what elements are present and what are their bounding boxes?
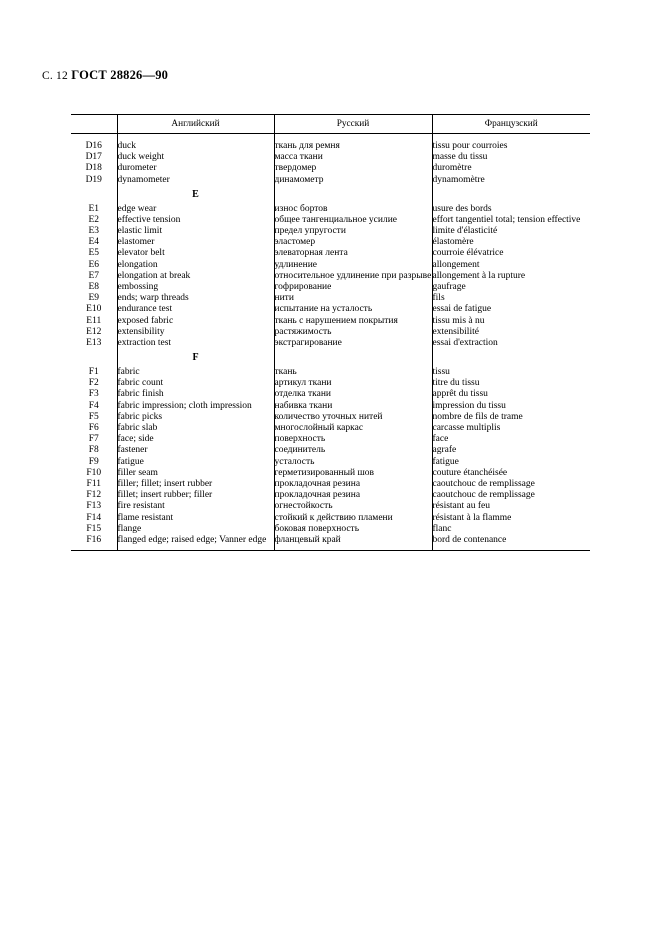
term-code: E6: [88, 259, 100, 270]
table-row: [71, 401, 590, 412]
term-english: flame resistant: [117, 513, 274, 524]
term-english: fabric picks: [117, 412, 274, 423]
term-code: F6: [88, 423, 99, 434]
term-code: F7: [88, 434, 99, 445]
table-row: [71, 412, 590, 423]
term-russian: гофрирование: [274, 282, 432, 293]
term-english: filler seam: [117, 468, 274, 479]
table-row: [71, 163, 590, 174]
column-header-english: Английский: [117, 115, 274, 134]
term-english: exposed fabric: [117, 316, 274, 327]
term-french: allongement: [432, 260, 590, 271]
page-number: С. 12: [42, 70, 68, 82]
term-russian: ткань для ремня: [274, 134, 432, 153]
term-english: face; side: [117, 434, 274, 445]
term-code: F10: [86, 467, 102, 478]
term-code: E4: [88, 237, 100, 248]
letter-spacer-ru: [274, 186, 432, 204]
term-english: ends; warp threads: [117, 293, 274, 304]
table-row: [71, 175, 590, 186]
term-french: fatigue: [432, 457, 590, 468]
term-french: tissu mis à nu: [432, 316, 590, 327]
term-french: limite d'élasticité: [432, 226, 590, 237]
term-french: tissu pour courroies: [432, 134, 590, 153]
letter-heading: F: [117, 349, 274, 367]
term-french: face: [432, 434, 590, 445]
term-code: E8: [88, 282, 100, 293]
table-row: [71, 152, 590, 163]
term-russian: усталость: [274, 457, 432, 468]
term-russian: количество уточных нитей: [274, 412, 432, 423]
letter-heading: E: [117, 186, 274, 204]
term-french: élastomère: [432, 237, 590, 248]
term-english: elastic limit: [117, 226, 274, 237]
table-row: [71, 338, 590, 349]
term-code: E11: [86, 315, 102, 326]
term-russian: поверхность: [274, 434, 432, 445]
term-code: D19: [85, 174, 102, 185]
column-header-russian: Русский: [274, 115, 432, 134]
term-english: fabric: [117, 367, 274, 378]
term-russian: масса ткани: [274, 152, 432, 163]
term-code: E12: [86, 326, 102, 337]
term-english: duck: [117, 134, 274, 153]
term-english: dynamometer: [117, 175, 274, 186]
term-french: caoutchouc de remplissage: [432, 490, 590, 501]
term-code: D17: [85, 152, 102, 163]
page-header: [42, 68, 168, 83]
term-english: extensibility: [117, 327, 274, 338]
column-separator-1: [117, 114, 118, 550]
term-english: elongation at break: [117, 271, 274, 282]
letter-divider-row: [71, 186, 590, 204]
term-russian: элеваторная лента: [274, 248, 432, 259]
term-english: fire resistant: [117, 501, 274, 512]
term-code: F4: [88, 400, 99, 411]
term-russian: многослойный каркас: [274, 423, 432, 434]
term-code: F5: [88, 411, 99, 422]
table-row: [71, 389, 590, 400]
term-russian: герметизированный шов: [274, 468, 432, 479]
term-russian: износ бортов: [274, 204, 432, 215]
term-code: F16: [86, 535, 102, 546]
column-header-french: Французский: [432, 115, 590, 134]
term-russian: нити: [274, 293, 432, 304]
letter-spacer-fr: [432, 349, 590, 367]
term-english: filler; fillet; insert rubber: [117, 479, 274, 490]
term-russian: боковая поверхность: [274, 524, 432, 535]
term-russian: стойкий к действию пламени: [274, 513, 432, 524]
term-code: E5: [88, 248, 100, 259]
table-row: [71, 204, 590, 215]
table-head: [71, 115, 590, 134]
term-russian: отделка ткани: [274, 389, 432, 400]
term-french: essai d'extraction: [432, 338, 590, 349]
term-russian: эластомер: [274, 237, 432, 248]
table-row: [71, 367, 590, 378]
table-row: [71, 260, 590, 271]
term-french: couture étanchéisée: [432, 468, 590, 479]
term-english: fastener: [117, 445, 274, 456]
letter-spacer-fr: [432, 186, 590, 204]
term-french: carcasse multiplis: [432, 423, 590, 434]
term-russian: относительное удлинение при разрыве: [274, 270, 432, 281]
term-russian: удлинение: [274, 260, 432, 271]
term-french: résistant au feu: [432, 501, 590, 512]
table-row: [71, 215, 590, 226]
term-french: flanc: [432, 524, 590, 535]
term-russian: артикул ткани: [274, 378, 432, 389]
table-row: [71, 513, 590, 524]
table-row: [71, 501, 590, 512]
term-english: effective tension: [117, 215, 274, 226]
table-row: [71, 490, 590, 501]
term-russian: набивка ткани: [274, 401, 432, 412]
term-french: caoutchouc de remplissage: [432, 479, 590, 490]
table-row: [71, 293, 590, 304]
term-french: apprêt du tissu: [432, 389, 590, 400]
term-french: allongement à la rupture: [432, 271, 590, 282]
table-row: [71, 468, 590, 479]
table-row: [71, 524, 590, 535]
term-english: elongation: [117, 260, 274, 271]
letter-code-cell: [71, 349, 117, 367]
term-russian: соединитель: [274, 445, 432, 456]
table-row: [71, 237, 590, 248]
terms-table: [71, 114, 590, 546]
table-row: [71, 327, 590, 338]
term-french: extensibilité: [432, 327, 590, 338]
term-russian: предел упругости: [274, 226, 432, 237]
term-code: F11: [86, 479, 101, 490]
column-separator-3: [432, 114, 433, 550]
term-french: résistant à la flamme: [432, 513, 590, 524]
term-english: fabric impression; cloth impression: [117, 401, 274, 412]
term-english: duck weight: [117, 152, 274, 163]
term-russian: прокладочная резина: [274, 479, 432, 490]
term-french: fils: [432, 293, 590, 304]
term-code: D18: [85, 163, 102, 174]
term-english: fatigue: [117, 457, 274, 468]
term-russian: динамометр: [274, 175, 432, 186]
term-code: F13: [86, 501, 102, 512]
term-code: F9: [88, 456, 99, 467]
term-english: fabric count: [117, 378, 274, 389]
table-row: [71, 304, 590, 315]
term-code: E9: [88, 293, 100, 304]
term-code: E3: [88, 226, 100, 237]
letter-code-cell: [71, 186, 117, 204]
term-code: F12: [86, 490, 102, 501]
term-french: dynamomètre: [432, 175, 590, 186]
table-row: [71, 457, 590, 468]
table-row: [71, 378, 590, 389]
term-code: F1: [88, 367, 99, 378]
term-english: embossing: [117, 282, 274, 293]
table-row: [71, 282, 590, 293]
term-french: gaufrage: [432, 282, 590, 293]
term-code: F2: [88, 378, 99, 389]
table-row: [71, 423, 590, 434]
term-english: edge wear: [117, 204, 274, 215]
term-french: duromètre: [432, 163, 590, 174]
term-code: F14: [86, 512, 102, 523]
term-english: extraction test: [117, 338, 274, 349]
term-english: fillet; insert rubber; filler: [117, 490, 274, 501]
letter-divider-row: [71, 349, 590, 367]
term-code: F8: [88, 445, 99, 456]
term-english: fabric slab: [117, 423, 274, 434]
table-row: [71, 271, 590, 282]
table-row: [71, 134, 590, 153]
term-russian: твердомер: [274, 163, 432, 174]
table-row: [71, 248, 590, 259]
table-row: [71, 434, 590, 445]
letter-spacer-ru: [274, 349, 432, 367]
standard-number: ГОСТ 28826—90: [71, 68, 169, 82]
table-row: [71, 226, 590, 237]
term-french: titre du tissu: [432, 378, 590, 389]
term-french: agrafe: [432, 445, 590, 456]
term-russian: общее тангенциальное усилие: [274, 215, 432, 226]
term-russian: испытание на усталость: [274, 304, 432, 315]
table-row: [71, 479, 590, 490]
term-russian: ткань: [274, 367, 432, 378]
term-french: essai de fatigue: [432, 304, 590, 315]
term-french: impression du tissu: [432, 401, 590, 412]
table-header-row: [71, 115, 590, 134]
term-french: bord de contenance: [432, 535, 590, 546]
term-english: flanged edge; raised edge; Vanner edge: [117, 535, 274, 546]
table-row: [71, 445, 590, 456]
term-english: elastomer: [117, 237, 274, 248]
term-code: E2: [88, 214, 100, 225]
term-russian: огнестойкость: [274, 501, 432, 512]
term-code: E13: [86, 338, 102, 349]
term-russian: фланцевый край: [274, 535, 432, 546]
term-french: masse du tissu: [432, 152, 590, 163]
term-english: endurance test: [117, 304, 274, 315]
term-french: courroie élévatrice: [432, 248, 590, 259]
term-russian: прокладочная резина: [274, 490, 432, 501]
column-header-code: [71, 115, 117, 134]
term-french: nombre de fils de trame: [432, 412, 590, 423]
table-row: [71, 316, 590, 327]
table-row: [71, 535, 590, 546]
term-french: effort tangentiel total; tension effective: [432, 215, 590, 226]
term-russian: ткань с нарушением покрытия: [274, 316, 432, 327]
term-english: flange: [117, 524, 274, 535]
term-code: E7: [88, 270, 100, 281]
column-separator-2: [274, 114, 275, 550]
term-russian: растяжимость: [274, 327, 432, 338]
term-french: tissu: [432, 367, 590, 378]
term-code: D16: [85, 141, 102, 151]
term-english: elevator belt: [117, 248, 274, 259]
term-french: usure des bords: [432, 204, 590, 215]
term-english: durometer: [117, 163, 274, 174]
term-russian: экстрагирование: [274, 338, 432, 349]
term-code: F3: [88, 389, 99, 400]
term-code: F15: [86, 523, 102, 534]
term-english: fabric finish: [117, 389, 274, 400]
table-body: [71, 134, 590, 547]
table-bottom-rule: [71, 550, 590, 551]
term-code: E1: [88, 203, 100, 214]
term-code: E10: [86, 304, 102, 315]
